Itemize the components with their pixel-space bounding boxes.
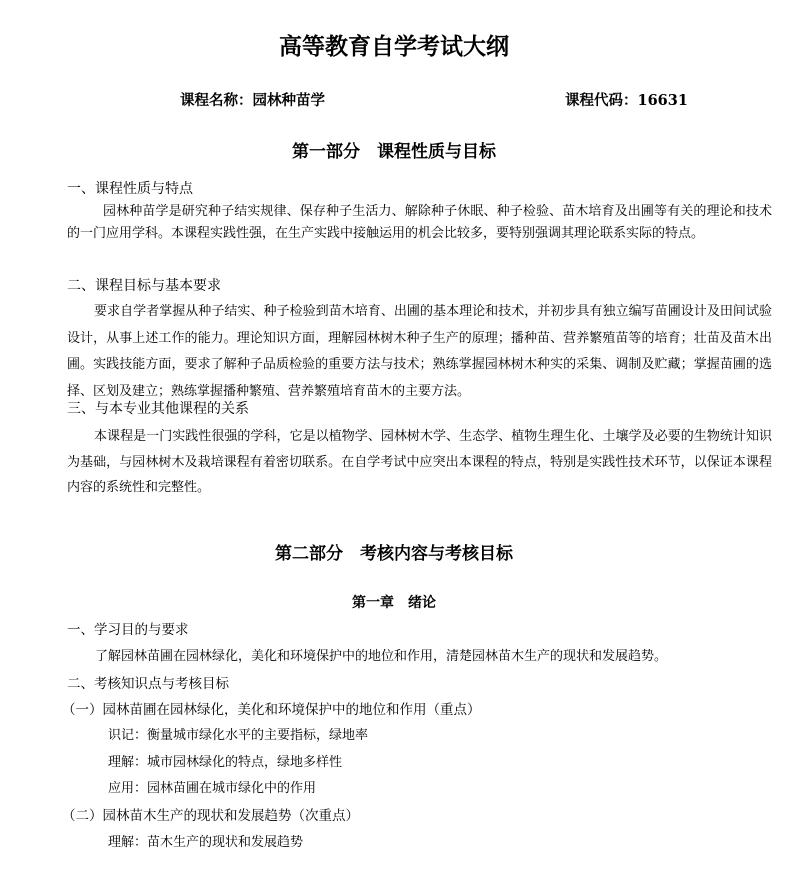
- course-name: 课程名称：园林种苗学: [180, 92, 325, 109]
- section-heading-nature: 一、课程性质与特点: [67, 181, 193, 197]
- point2-heading: （二）园林苗木生产的现状和发展趋势（次重点）: [62, 808, 359, 824]
- point1-item-apply: 应用：园林苗圃在城市绿化中的作用: [108, 781, 317, 796]
- section-body-goals: 要求自学者掌握从种子结实、种子检验到苗木培育、出圃的基本理论和技术，并初步具有独立编写苗圃设计及田间试验设计，从事上述工作的能力。理论知识方面，理解园林树木种子生产的原理；播种苗、营养繁殖苗等的培育；壮苗及苗木出圃。实践技能方面，要求了解种子品质检验的重要方法与技术；熟练掌握园林树木种实的采集、调制及贮藏；掌握苗圃的选择、区划及建立；熟练掌握播种繁殖、营养繁殖培育苗木的主要方法。: [67, 304, 772, 399]
- point1-item-understand: 理解：城市园林绿化的特点，绿地多样性: [108, 755, 343, 770]
- part2-title: 第二部分 考核内容与考核目标: [275, 544, 513, 564]
- point1-item-memorize: 识记：衡量城市绿化水平的主要指标，绿地率: [108, 728, 369, 743]
- purpose-text: 了解园林苗圃在园林绿化，美化和环境保护中的地位和作用，清楚园林苗木生产的现状和发展趋势。: [95, 649, 668, 664]
- knowledge-heading: 二、考核知识点与考核目标: [67, 676, 229, 692]
- course-code: 课程代码：16631: [565, 92, 688, 109]
- document-title: 高等教育自学考试大纲: [279, 33, 509, 60]
- chapter1-title: 第一章 绪论: [352, 595, 436, 611]
- section-heading-relations: 三、与本专业其他课程的关系: [67, 401, 249, 417]
- section-body-nature: 园林种苗学是研究种子结实规律、保存种子生活力、解除种子休眠、种子检验、苗木培育及出圃等有关的理论和技术的一门应用学科。本课程实践性强，在生产实践中接触运用的机会比较多，要特别强调其理论联系实际的特点。: [67, 204, 772, 241]
- section-heading-goals: 二、课程目标与基本要求: [67, 278, 221, 294]
- purpose-heading: 一、学习目的与要求: [67, 622, 189, 638]
- part1-title: 第一部分 课程性质与目标: [292, 142, 496, 162]
- section-body-relations: 本课程是一门实践性很强的学科，它是以植物学、园林树木学、生态学、植物生理生化、土壤学及必要的生物统计知识为基础，与园林树木及栽培课程有着密切联系。在自学考试中应突出本课程的特点，特别是实践性技术环节，以保证本课程内容的系统性和完整性。: [67, 429, 772, 495]
- point1-heading: （一）园林苗圃在园林绿化，美化和环境保护中的地位和作用（重点）: [62, 702, 481, 718]
- point2-item-understand: 理解：苗木生产的现状和发展趋势: [108, 835, 304, 850]
